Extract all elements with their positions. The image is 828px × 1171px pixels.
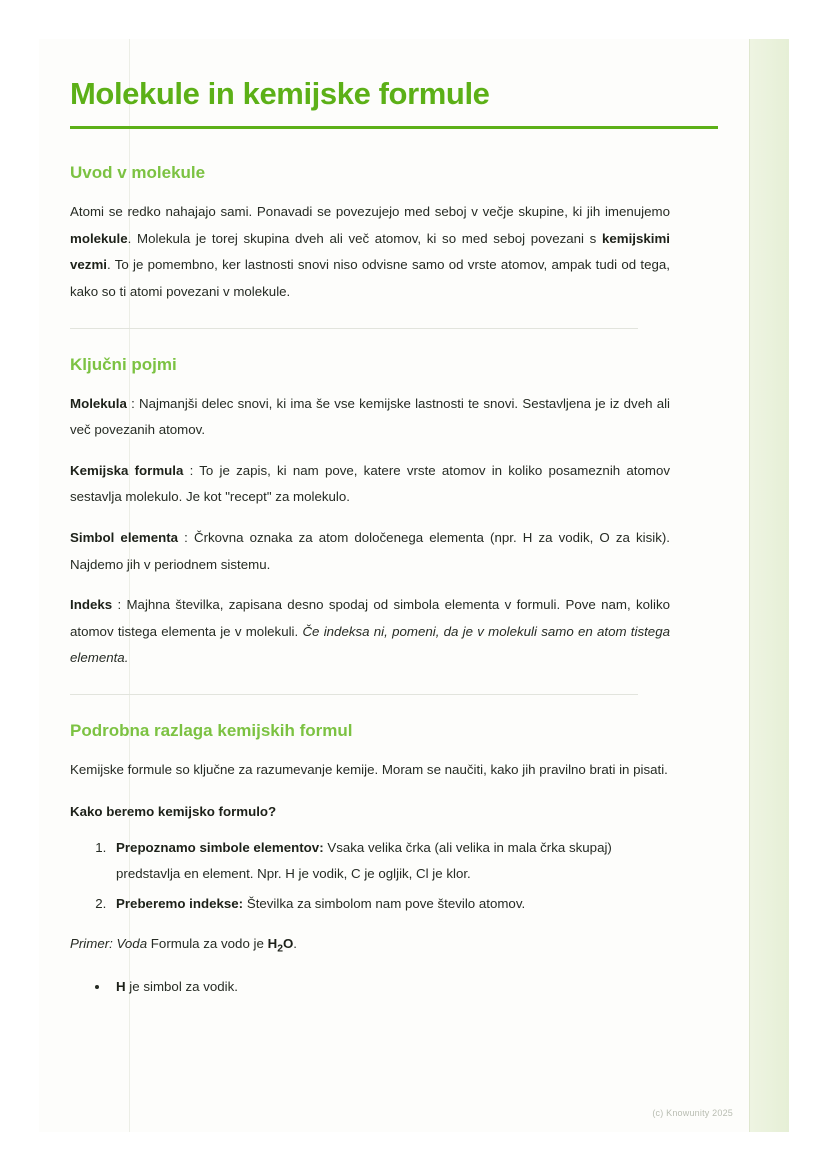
list-item xyxy=(110,835,670,887)
key-term-definition: Najmanjši delec snovi, ki ima še vse kemijske lastnosti te snovi. Sestavljena je iz dveh ali več povezanih atomov. xyxy=(70,395,670,438)
key-term-name: Kemijska formula xyxy=(70,462,184,478)
detailed-paragraph: Kemijske formule so ključne za razumevanje kemije. Moram se naučiti, kako jih pravilno brati in pisati. xyxy=(70,761,668,777)
document-sheet xyxy=(39,39,789,1132)
step-bold: Preberemo indekse: xyxy=(116,896,244,912)
example-formula xyxy=(267,936,294,955)
step-bold: Prepoznamo simbole elementov: xyxy=(116,840,324,856)
key-term-definition: Majhna številka, zapisana desno spodaj od simbola elementa v formuli. Pove nam, koliko atomov tistega elementa je v molekuli. xyxy=(70,597,670,639)
intro-bold-2: kemijskimi vezmi xyxy=(70,230,670,273)
section-divider-1 xyxy=(70,328,638,329)
formula-index: 2 xyxy=(277,943,283,955)
key-term-definition: Črkovna oznaka za atom določenega elementa (npr. H za vodik, O za kisik). Najdemo jih v periodnem sistemu. xyxy=(70,529,670,572)
key-term-separator: : xyxy=(183,462,200,478)
key-term-definition-italic: Če indeksa ni, pomeni, da je v molekuli samo en atom tistega elementa. xyxy=(70,623,670,666)
key-term-name: Indeks xyxy=(70,597,113,613)
bullet-list xyxy=(70,974,670,1000)
key-term-name: Molekula xyxy=(70,395,127,411)
intro-text-1: Atomi se redko nahajajo sami. Ponavadi se povezujejo med seboj v večje skupine, ki jih imenujemo xyxy=(70,204,670,220)
bullet-text: je simbol za vodik. xyxy=(125,978,238,994)
section-heading-intro: Uvod v molekule xyxy=(70,163,206,183)
key-term-entry xyxy=(70,458,670,511)
sub-heading-how-to-read: Kako beremo kemijsko formulo? xyxy=(70,803,277,819)
key-term-name: Simbol elementa xyxy=(70,529,179,545)
copyright-notice: (c) Knowunity 2025 xyxy=(652,1108,733,1118)
example-label: Primer: Voda xyxy=(70,936,148,952)
step-text: Vsaka velika črka (ali velika in mala črka skupaj) predstavlja en element. Npr. H je vodik, C je ogljik, Cl je klor. xyxy=(116,840,612,882)
formula-element: H xyxy=(267,936,278,952)
intro-bold-1: molekule xyxy=(70,230,128,246)
title-underline xyxy=(70,126,718,129)
key-term-entry xyxy=(70,525,670,578)
intro-paragraph xyxy=(70,199,670,305)
key-term-definition: To je zapis, ki nam pove, katere vrste atomov in koliko posameznih atomov sestavlja molekulo. Je kot "recept" za molekulo. xyxy=(70,462,670,505)
page-title: Molekule in kemijske formule xyxy=(70,76,490,111)
intro-text-2: . Molekula je torej skupina dveh ali več atomov, ki so med seboj povezani s xyxy=(127,230,602,246)
section-heading-detailed: Podrobna razlaga kemijskih formul xyxy=(70,720,353,740)
example-text-after: . xyxy=(293,936,297,952)
example-line xyxy=(70,931,670,959)
key-term-separator: : xyxy=(112,597,127,613)
key-term-entry xyxy=(70,391,670,444)
key-term-entry xyxy=(70,592,670,672)
key-term-separator: : xyxy=(126,395,140,411)
key-term-separator: : xyxy=(178,529,194,545)
list-item xyxy=(110,974,670,1000)
example-text-before: Formula za vodo je xyxy=(147,936,268,952)
section-divider-2 xyxy=(70,694,638,695)
formula-element-2: O xyxy=(282,936,294,952)
document-content xyxy=(70,39,670,999)
step-text: Številka za simbolom nam pove število atomov. xyxy=(243,896,526,912)
right-margin-strip xyxy=(750,39,789,1132)
intro-text-3: . To je pomembno, ker lastnosti snovi niso odvisne samo od vrste atomov, ampak tudi od tega, kako so ti atomi povezani v molekule. xyxy=(70,257,670,299)
steps-list xyxy=(70,835,670,917)
section-heading-key-terms: Ključni pojmi xyxy=(70,354,177,374)
list-item xyxy=(110,891,670,917)
bullet-bold: H xyxy=(116,978,126,994)
